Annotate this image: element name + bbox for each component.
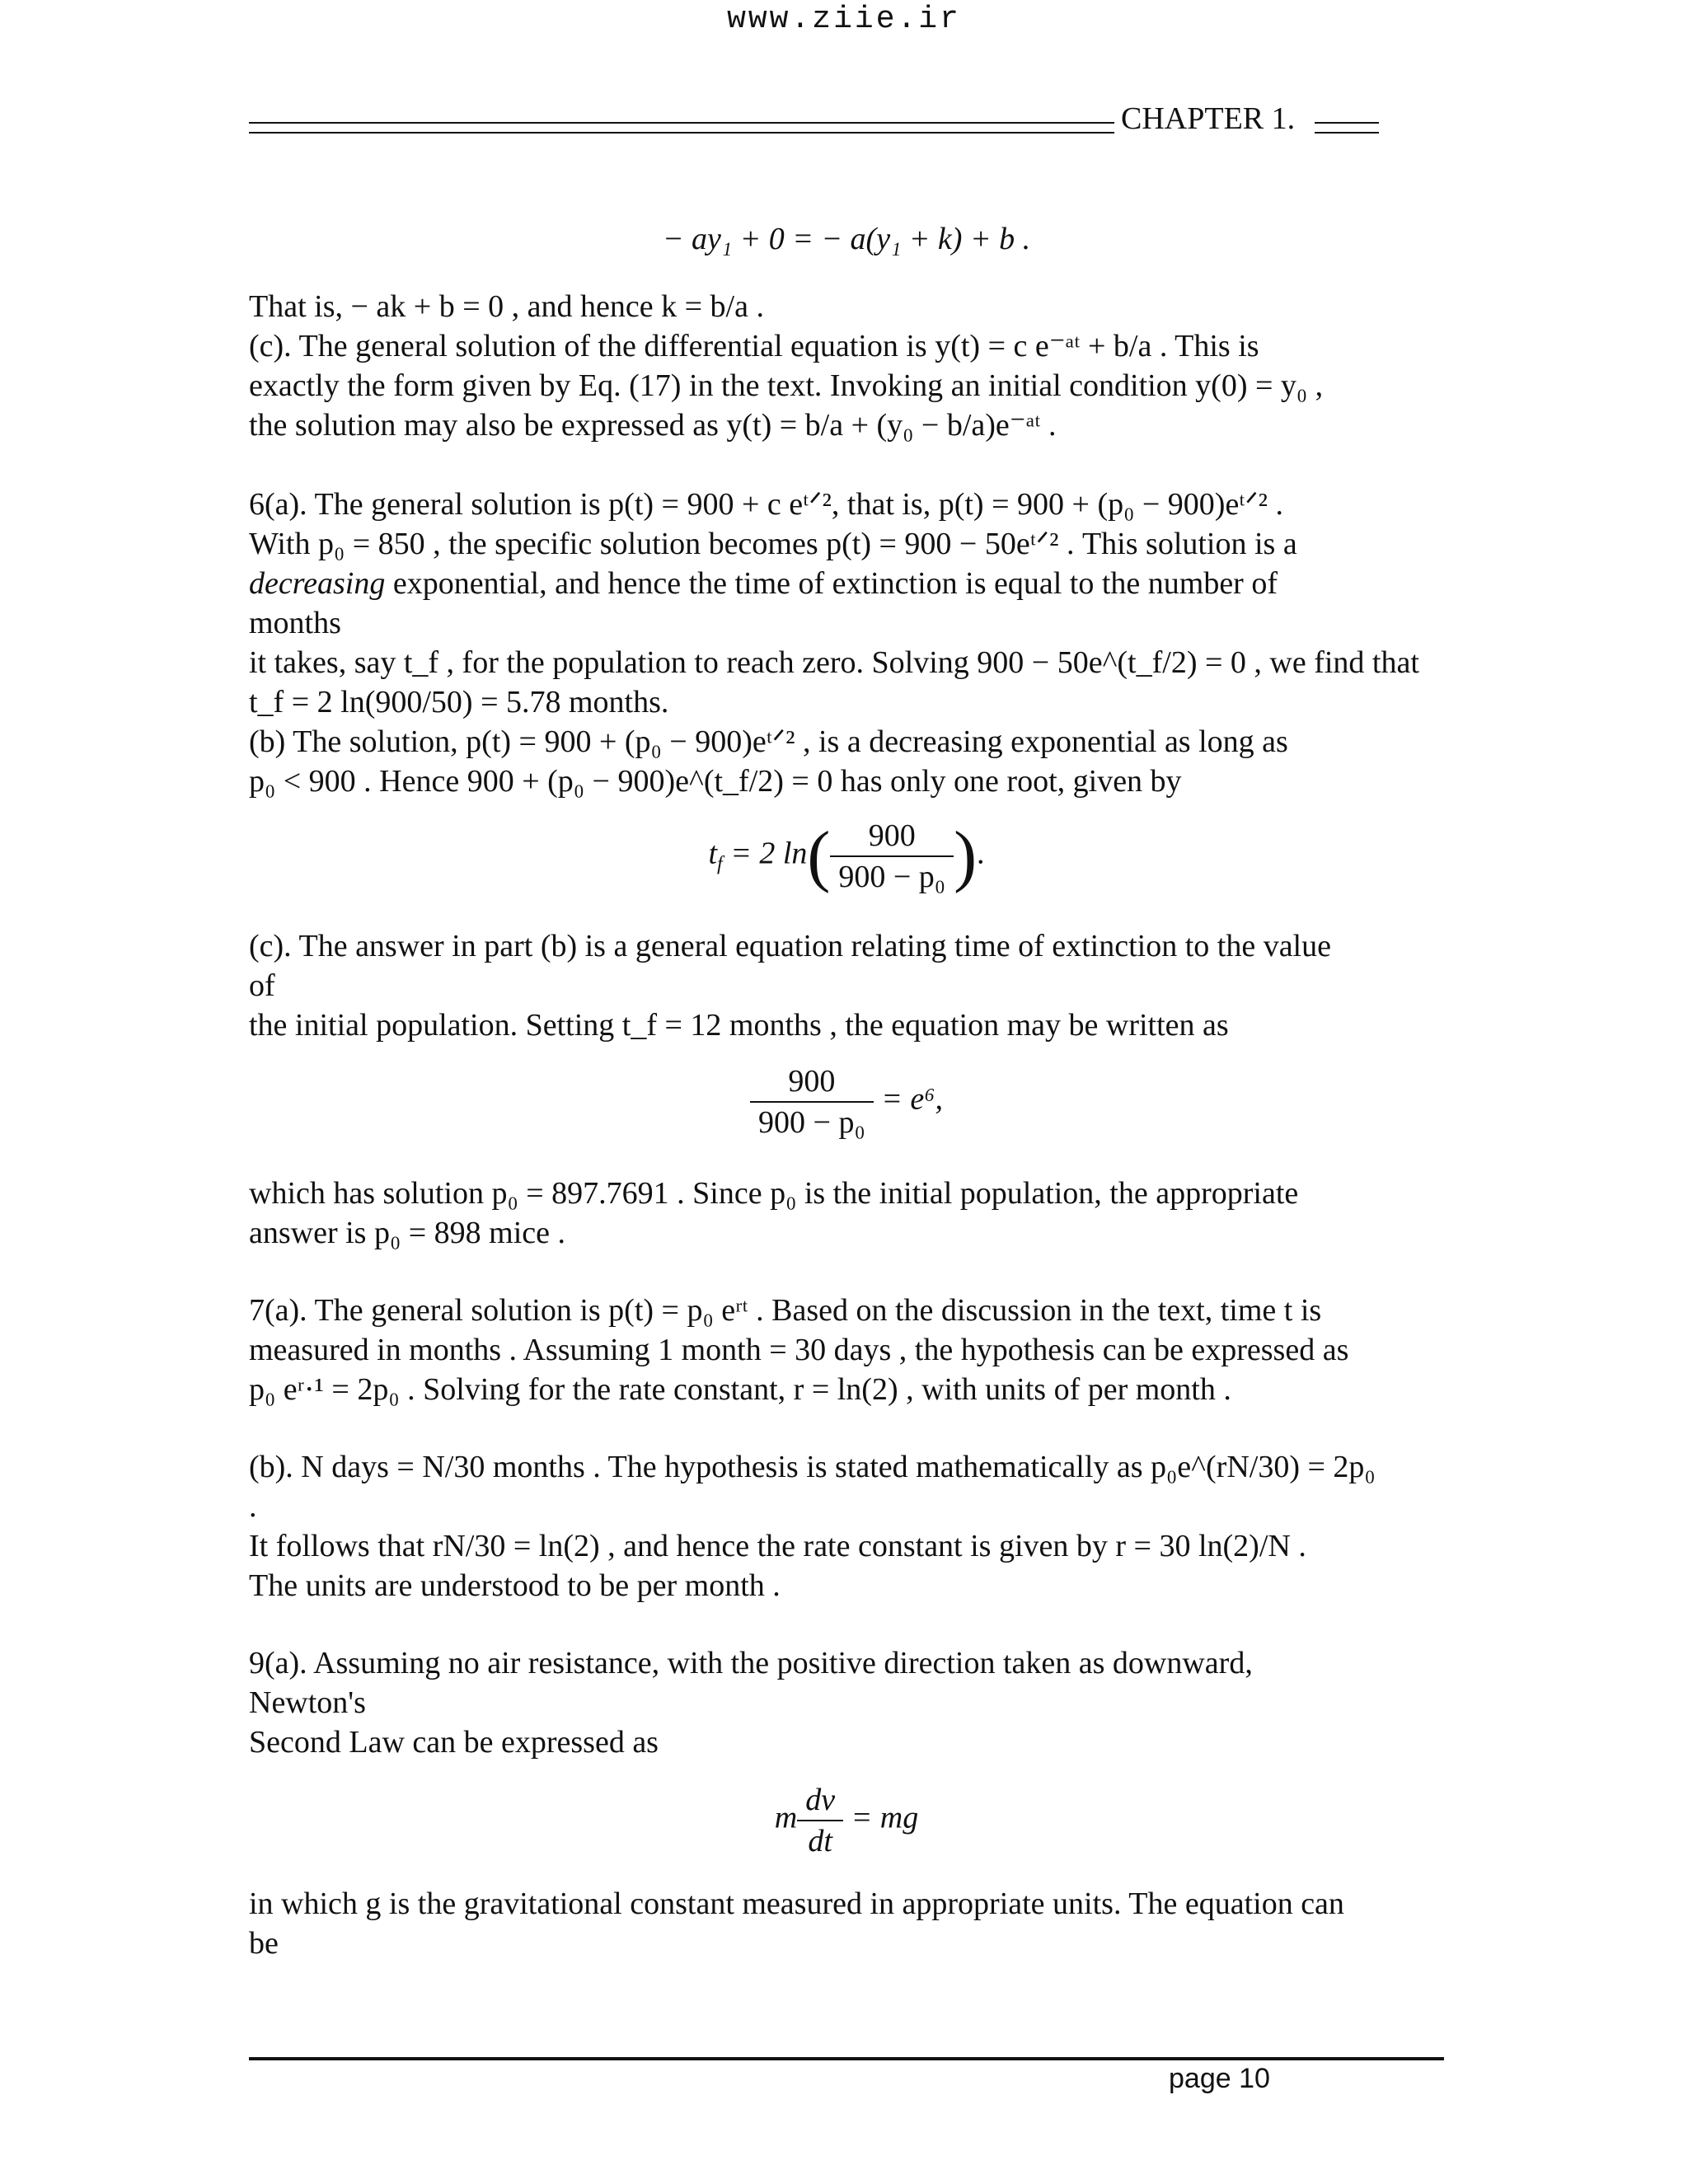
text-line: p₀ < 900 . Hence 900 + (p₀ − 900)e^(t_f/2) = 0 has only one root, given by [249, 764, 1182, 799]
eq-symbol: t [708, 836, 718, 871]
eq-symbol: m [774, 1800, 798, 1835]
fraction-denominator: 900 − p₀ [758, 1105, 865, 1140]
text-line: With p₀ = 850 , the specific solution becomes p(t) = 900 − 50eᵗᐟ² . This solution is a [249, 527, 1297, 561]
text-line: of [249, 968, 275, 1003]
fraction-denominator: dt [808, 1824, 832, 1858]
fraction-denominator: 900 − p₀ [838, 860, 946, 894]
text-line: be [249, 1926, 279, 1961]
equation-tf [249, 816, 1444, 907]
page-number: page 10 [1169, 2063, 1270, 2094]
text-span: exponential, and hence the time of extinction is equal to the number of [385, 566, 1278, 601]
text-line: (b). N days = N/30 months . The hypothesis is stated mathematically as p₀e^(rN/30) = 2p₀ [249, 1450, 1376, 1484]
fraction [830, 816, 954, 897]
text-line: (b) The solution, p(t) = 900 + (p₀ − 900)eᵗᐟ² , is a decreasing exponential as long as [249, 724, 1288, 759]
eq-period: . [977, 836, 985, 871]
text-line: t_f = 2 ln(900/50) = 5.78 months. [249, 685, 669, 719]
text-line: p₀ eʳ·¹ = 2p₀ . Solving for the rate constant, r = ln(2) , with units of per month . [249, 1372, 1231, 1407]
text-line: in which g is the gravitational constant measured in appropriate units. The equation can [249, 1886, 1344, 1921]
header-rule-right-bottom [1315, 132, 1379, 134]
text-line: That is, − ak + b = 0 , and hence k = b/a . [249, 289, 764, 324]
text-line: The units are understood to be per month . [249, 1568, 781, 1603]
text-line: the initial population. Setting t_f = 12 months , the equation may be written as [249, 1008, 1229, 1043]
fraction-numerator: 900 [750, 1062, 874, 1103]
eq-rhs: = e⁶, [873, 1081, 943, 1117]
text-line: 9(a). Assuming no air resistance, with the positive direction taken as downward, [249, 1646, 1253, 1680]
text-line: (c). The general solution of the differential equation is y(t) = c e⁻ᵃᵗ + b/a . This is [249, 329, 1259, 363]
eq-subscript: f [717, 853, 723, 875]
text-line [249, 564, 1278, 603]
text-line: Newton's [249, 1685, 366, 1720]
eq-rhs: = mg [843, 1800, 919, 1835]
equation-e6 [249, 1062, 1444, 1142]
equation-top: − ay₁ + 0 = − a(y₁ + k) + b . [662, 222, 1031, 256]
text-line: months [249, 606, 341, 640]
text-line: exactly the form given by Eq. (17) in the text. Invoking an initial condition y(0) = y₀ , [249, 368, 1324, 403]
text-line: 7(a). The general solution is p(t) = p₀ eʳᵗ . Based on the discussion in the text, time t is [249, 1293, 1322, 1328]
eq-text: = 2 ln [722, 836, 808, 871]
text-line: (c). The answer in part (b) is a general equation relating time of extinction to the value [249, 929, 1331, 963]
text-line: it takes, say t_f , for the population to reach zero. Solving 900 − 50e^(t_f/2) = 0 , we find that [249, 645, 1419, 680]
fraction-numerator: dv [797, 1780, 843, 1821]
watermark: www.ziie.ir [727, 2, 961, 37]
header-rule-bottom [249, 132, 1114, 134]
chapter-heading: CHAPTER 1. [1121, 101, 1296, 136]
fraction-numerator: 900 [830, 816, 954, 857]
header-rule-top [249, 122, 1114, 124]
header-rule-right-top [1315, 122, 1379, 124]
text-line: . [249, 1489, 257, 1524]
text-line: the solution may also be expressed as y(t) = b/a + (y₀ − b/a)e⁻ᵃᵗ . [249, 408, 1057, 443]
paren-right: ) [954, 818, 978, 894]
text-line: answer is p₀ = 898 mice . [249, 1216, 565, 1250]
text-line: 6(a). The general solution is p(t) = 900 + c eᵗᐟ², that is, p(t) = 900 + (p₀ − 900)eᵗᐟ² . [249, 487, 1284, 522]
fraction [750, 1062, 874, 1142]
text-line: Second Law can be expressed as [249, 1725, 659, 1760]
text-line: which has solution p₀ = 897.7691 . Since p₀ is the initial population, the appropriate [249, 1176, 1299, 1211]
paren-left: ( [807, 818, 831, 894]
emphasis: decreasing [249, 566, 386, 601]
equation-newton [249, 1780, 1444, 1861]
text-line: It follows that rN/30 = ln(2) , and hence the rate constant is given by r = 30 ln(2)/N . [249, 1529, 1306, 1563]
fraction [797, 1780, 843, 1861]
text-line: measured in months . Assuming 1 month = 30 days , the hypothesis can be expressed as [249, 1333, 1349, 1367]
